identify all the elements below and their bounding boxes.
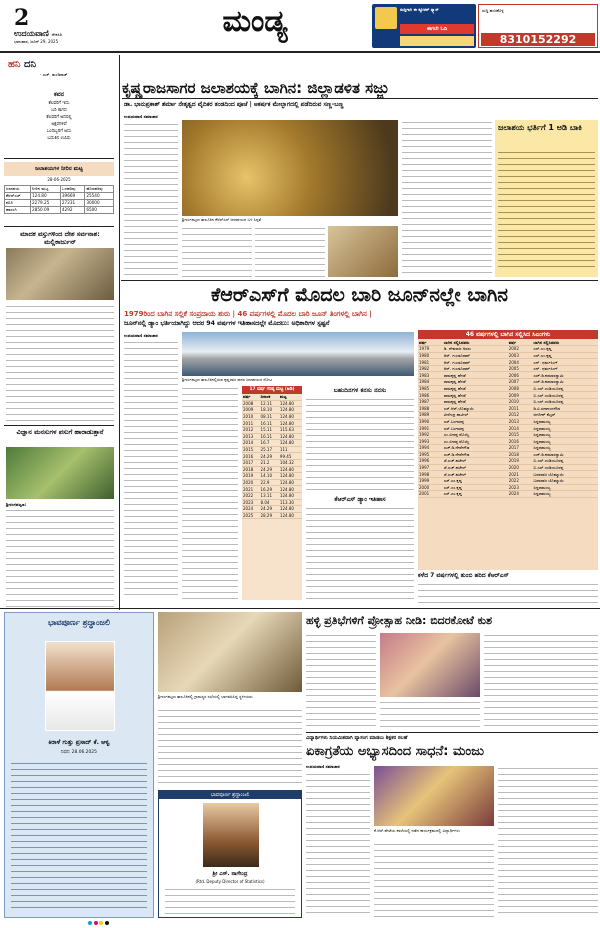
table-header-row: ಜಲಾಶಯ ನೀರಿನ ಮಟ್ಟ ಒಳಹರಿವು ಹೊರಹರಿವು [5,186,114,193]
table-row: 2022 13.11 124.80 [242,492,302,499]
table-row: 1988 ಎಸ್.ಆರ್.ಬೊಮ್ಮಾಯಿ 2011 ಡಿ.ವಿ.ಸದಾನಂದಗೌಡ [418,405,598,412]
lead-body-col1 [124,122,178,277]
page-number: 2 [14,5,30,31]
water-table-title: ಜಲಾಶಯಗಳ ನೀರಿನ ಮಟ್ಟ [4,162,114,176]
table-row: 2013 16.11 124.80 [242,433,302,440]
table-row: 2025 28.29 124.80 [242,512,302,519]
lead-photo-caption: ಶ್ರೀರಂಗಪಟ್ಟಣ ತಾಲೂಕಿನ ಕೆಆರ್‌ಎಸ್ ಜಲಾಶಯದ ಬಳಿ ಸಿದ್ಧತೆ [182,217,261,222]
table-row: 1997 ಜೆ.ಎಚ್.ಪಟೇಲ್ 2020 ಬಿ.ಎಸ್.ಯಡಿಯೂರಪ್ಪ [418,464,598,471]
lead-story [122,77,598,99]
table-row: 1980 ಆರ್. ಗುಂಡೂರಾವ್ 2003 ಎಸ್.ಎಂ.ಕೃಷ್ಣ [418,352,598,359]
paper-tag: ದೇಶಸಿರಿ [51,32,62,37]
main-headline: ಕೆಆರ್‌ಎಸ್‌ಗೆ ಮೊದಲ ಬಾರಿ ಜೂನ್‌ನಲ್ಲೇ ಬಾಗಿನ [210,284,508,306]
level-table-title: 17 ವರ್ಷ ಗರಿಷ್ಠ ಮಟ್ಟ (ಅಡಿ) [242,386,302,394]
main-photo-caption: ಶ್ರೀರಂಗಪಟ್ಟಣ ತಾಲೂಕಿನಲ್ಲಿರುವ ಕೃಷ್ಣರಾಜ ಸಾಗರ ಜಲಾಶಯದ ನೋಟ [182,377,273,382]
table-row: 1993 ಎಂ.ವೀರಪ್ಪ ಮೊಯ್ಲಿ 2016 ಸಿದ್ದರಾಮಯ್ಯ [418,438,598,445]
table-row: 1995 ಎಚ್.ಡಿ.ದೇವೇಗೌಡ 2018 ಎಚ್.ಡಿ.ಕುಮಾರಸ್ವಾಮಿ [418,451,598,458]
table-row: 1999 ಎಸ್.ಎಂ.ಕೃಷ್ಣ 2022 ಬಸವರಾಜ ಬೊಮ್ಮಾಯಿ [418,477,598,484]
lead-body-col3 [255,226,325,277]
qr-ad-line1: ಸುದ್ದಿಗಾಗಿ ಈ ಕ್ಯೂಆರ್ ಸ್ಕ್ಯಾನ್ [400,7,439,12]
table-row: 2001 ಎಸ್.ಎಂ.ಕೃಷ್ಣ 2024 ಸಿದ್ದರಾಮಯ್ಯ [418,491,598,498]
table-row: 2024 24.29 124.80 [242,506,302,513]
village-story [306,612,598,630]
table-row: 2014 16.7 124.80 [242,440,302,447]
cms-table-box [418,330,598,570]
story-science-photo [6,447,114,499]
village-headline: ಹಳ್ಳಿ ಪ್ರತಿಭೆಗಳಿಗೆ ಪ್ರೋತ್ಸಾಹ ನೀಡಿ: ಬಿದರಕೋಟೆ ಕುಶ [306,614,493,627]
table-row: 1998 ಜೆ.ಎಚ್.ಪಟೇಲ್ 2021 ಬಸವರಾಜ ಬೊಮ್ಮಾಯಿ [418,471,598,478]
table-row: 2000 ಎಸ್.ಎಂ.ಕೃಷ್ಣ 2023 ಸಿದ್ದರಾಮಯ್ಯ [418,484,598,491]
table-row: 1987 ರಾಮಕೃಷ್ಣ ಹೆಗಡೆ 2010 ಬಿ.ಎಸ್.ಯಡಿಯೂರಪ್ಪ [418,398,598,405]
tribute-header: ಭಾವಪೂರ್ಣ ಶ್ರದ್ಧಾಂಜಲಿ [159,791,301,799]
phone-icon [375,7,397,29]
main-body-col1 [124,340,178,600]
table-row: 2017 21.2 104.32 [242,459,302,466]
lead-photo [182,120,398,216]
phone-ad-line: ಸುದ್ದಿ ಹಂಚಿಕೊಳ್ಳಿ [482,8,504,13]
table-row: 2021 16.29 124.80 [242,486,302,493]
story-drugs-title: ಮಾದಕ ವಸ್ತುಗಳಿಂದ ದೇಶ ಸರ್ವನಾಶ: ಮಲ್ಲಿಕಾರ್ಜುನ್ [20,230,100,246]
table-row: 1986 ರಾಮಕೃಷ್ಣ ಹೆಗಡೆ 2009 ಬಿ.ಎಸ್.ಯಡಿಯೂರಪ್ಪ [418,392,598,399]
tribute-portrait [203,803,259,867]
table-row: 1992 ಎಂ.ವೀರಪ್ಪ ಮೊಯ್ಲಿ 2015 ಸಿದ್ದರಾಮಯ್ಯ [418,431,598,438]
table-row: 1979 ಡಿ. ದೇವರಾಜ ಅರಸು 2002 ಎಸ್.ಎಂ.ಕೃಷ್ಣ [418,346,598,353]
lead-byline: ಉದಯವಾಣಿ ಸಮಾಚಾರ [124,114,158,119]
paper-name: ಉದಯವಾಣಿ [14,29,49,38]
main-story [121,282,598,308]
table-row: 1996 ಜೆ.ಎಚ್.ಪಟೇಲ್ 2019 ಬಿ.ಎಸ್.ಯಡಿಯೂರಪ್ಪ [418,458,598,465]
tribute-role: (Rtd. Deputy Director of Statistics) [195,879,265,884]
bottom-kicker: ವಿದ್ಯಾರ್ಥಿಗಳು ನಿಯಮಿತವಾಗಿ ವ್ಯಾಸಂಗ ಮಾಡಲು ಶಿಕ್ಷಕರ ಸಲಹೆ [306,735,408,741]
phone-ad[interactable] [478,4,598,48]
obituary-header: ಭಾವಪೂರ್ಣ ಶ್ರದ್ಧಾಂಜಲಿ [47,618,111,627]
cms-table-title: 46 ವರ್ಷಗಳಲ್ಲಿ ಬಾಗಿನ ಸಲ್ಲಿಸಿದ ಸಿಎಂಗಳು [418,330,598,339]
school-photo-caption: ಕೆ.ಆರ್.ಪೇಟೆಯ ಶಾಲೆಯಲ್ಲಿ ನಡೆದ ಕಾರ್ಯಕ್ರಮದಲ್ಲಿ ವಿದ್ಯಾರ್ಥಿಗಳು [374,828,460,833]
village-photo-2 [380,633,480,697]
village-body [158,708,302,786]
table-row: 1983 ರಾಮಕೃಷ್ಣ ಹೆಗಡೆ 2006 ಎಚ್.ಡಿ.ಕುಮಾರಸ್ವಾಮಿ [418,372,598,379]
table-row: 1990 ಎಸ್.ಬಂಗಾರಪ್ಪ 2013 ಸಿದ್ದರಾಮಯ್ಯ [418,418,598,425]
story-drugs-photo [6,248,114,300]
main-subhead-1: 1979ರಿಂದ ಬಾಗಿನ ಸಲ್ಲಿಕೆ ಸಂಪ್ರದಾಯ ಶುರು | 46 ವರ್ಷಗಳಲ್ಲಿ ಮೊದಲ ಬಾರಿ ಜೂನ್ ತಿಂಗಳಲ್ಲಿ ಬಾಗಿನ | [124,310,372,318]
dateline: ಭಾನುವಾರ, ಜೂನ್ 29, 2025 [14,39,59,44]
main-byline: ಉದಯವಾಣಿ ಸಮಾಚಾರ [124,333,158,338]
masthead-left [14,7,124,47]
table-row: 1981 ಆರ್. ಗುಂಡೂರಾವ್ 2004 ಎನ್. ಧರ್ಮಸಿಂಗ್ [418,359,598,366]
tribute-name: ಶ್ರೀ ಎಸ್. ನಾಗೇಂದ್ರ [212,871,248,877]
table-row: ಹಾರಂಗಿ 2850.09 4292 6500 [5,207,114,214]
level-table [242,394,302,520]
table-row: 2015 25.17 111 [242,446,302,453]
story-science-title: ವಿಜ್ಞಾನ ಮನಸುಗಳ ಪಸುಗೆ ಹಾರಾಡುತ್ತಾನೆ [16,428,104,436]
bottom-byline: ಉದಯವಾಣಿ ಸಮಾಚಾರ [306,764,340,769]
obituary-ad [4,612,154,918]
main-subhead-2: ಜೂನ್‌ನಲ್ಲಿ ಡ್ಯಾಂ ಭರ್ತಿಯಾಗಿದ್ದು ಆದರ 94 ವರ್ಷಗಳ ಇತಿಹಾಸದಲ್ಲೇ ಮೊದಲು: ಅಧಿಕಾರಿಗಳ ಸ್ಪಷ್ಟನೆ [124,320,330,327]
table-row: 2018 24.29 124.80 [242,466,302,473]
hanidani-logo: ಹನಿ ದನಿ [8,59,37,70]
obituary-portrait [45,641,115,731]
story-science-dateline: ಶ್ರೀರಂಗಪಟ್ಟಣ: [6,502,27,507]
hanidani-byline: - ಎಚ್. ಡುಂಡಿರಾಜ್ [40,72,68,77]
lead-side-box [495,120,598,277]
obituary-date: ನಿಧನ: 28.06.2025 [61,750,97,755]
main-side-title-2: ಕೆಆರ್‌ಎಸ್ ಡ್ಯಾಂ ಇತಿಹಾಸ [334,496,386,503]
registration-marks [88,921,128,926]
lead-body-col2 [182,226,252,277]
table-row: 1985 ರಾಮಕೃಷ್ಣ ಹೆಗಡೆ 2008 ಬಿ.ಎಸ್.ಯಡಿಯೂರಪ್ಪ [418,385,598,392]
qr-ad[interactable] [372,4,476,48]
qr-ad-line2: ಈಗಲೇ ಓದಿ [400,24,474,34]
table-row: 1982 ಆರ್. ಗುಂಡೂರಾವ್ 2005 ಎನ್. ಧರ್ಮಸಿಂಗ್ [418,365,598,372]
cms-table [418,339,598,498]
edition-title: ಮಂಡ್ಯ [222,4,288,39]
lead-headline: ಕೃಷ್ಣರಾಜಸಾಗರ ಜಲಾಶಯಕ್ಕೆ ಬಾಗಿನ: ಜಿಲ್ಲಾಡಳಿತ ಸಜ್ಜು [122,79,389,97]
table-header-row: ವರ್ಷ ದಿನಾಂಕ ಮಟ್ಟ [242,394,302,401]
table-row: 2023 8.04 113.30 [242,499,302,506]
lead-body-col4 [402,120,492,277]
water-level-table [4,185,114,214]
water-table-date: 28-06-2025 [47,177,71,182]
main-side-story [306,386,414,600]
table-row: 2012 15.11 115.63 [242,426,302,433]
table-row: ಕಬಿನಿ 2279.25 27231 30000 [5,200,114,207]
table-row: 1989 ವೀರೇಂದ್ರ ಪಾಟೀಲ್ 2012 ಜಗದೀಶ್ ಶೆಟ್ಟರ್ [418,412,598,419]
table-header-row: ವರ್ಷ ಬಾಗಿನ ಸಲ್ಲಿಸಿದವರು ವರ್ಷ ಬಾಗಿನ ಸಲ್ಲಿಸಿದವರು [418,339,598,346]
lead-side-box-title: ಜಲಾಶಯ ಭರ್ತಿಗೆ 1 ಅಡಿ ಬಾಕಿ [498,123,582,132]
table-row: 1991 ಎಸ್.ಬಂಗಾರಪ್ಪ 2014 ಸಿದ್ದರಾಮಯ್ಯ [418,425,598,432]
village-photo [158,612,302,692]
poem-body: ಕೆಲವರಿಗೆ ಇದು ಬರಿ ಕಾಗದ ಕೆಲವರಿಗೆ ಅದರಲ್ಲಿ ಅಕ್ಷರಗಳಿವೆ ಒಂದಿಬ್ಬರಿಗೆ ಅದು ಬದುಕಿನ ಉಸಿರು [46,101,72,141]
masthead-rule [0,51,600,53]
main-body-col2 [182,386,238,600]
story-drugs-body [6,304,114,422]
bottom-headline: ಏಕಾಗ್ರತೆಯ ಅಭ್ಯಾಸದಿಂದ ಸಾಧನೆ: ಮಂಜು [306,744,485,759]
lead-photo-2 [328,226,398,277]
poem-title: ಕವನ [54,91,64,98]
main-photo [182,332,414,376]
main-side-title: ಬಹುದಿನಗಳ ಕನಸು ನನಸು [333,387,387,394]
table-row: 2009 18.10 124.80 [242,407,302,414]
table-row: 1994 ಎಚ್.ಡಿ.ದೇವೇಗೌಡ 2017 ಸಿದ್ದರಾಮಯ್ಯ [418,445,598,452]
table-row: 2016 24.29 99.45 [242,453,302,460]
table-row: 2011 16.11 124.80 [242,420,302,427]
level-table-box [242,386,302,600]
table-row: 2019 14.10 124.80 [242,473,302,480]
obituary-name: ಕಿರಾಳೆ ಗುತ್ತು ಪ್ರಸಾದ್ ಕೆ. ಆಳ್ವ [48,739,110,746]
village-photo-caption: ಶ್ರೀರಂಗಪಟ್ಟಣ ತಾಲೂಕಿನಲ್ಲಿ ಗ್ರಾಮಸ್ಥರ ಸಭೆಯಲ್ಲಿ ಭಾಗವಹಿಸಿದ್ದ ಸ್ಥಳೀಯರು [158,694,253,699]
table-row: 2008 12.11 124.80 [242,400,302,407]
tribute-ad [158,790,302,918]
table-row: 2010 08.11 124.80 [242,413,302,420]
table-row: 1984 ರಾಮಕೃಷ್ಣ ಹೆಗಡೆ 2007 ಎಚ್.ಡಿ.ಕುಮಾರಸ್ವಾಮಿ [418,379,598,386]
table-row: 2020 22.9 124.80 [242,479,302,486]
box2-title: ಕಳೆದ 7 ವರ್ಷಗಳಲ್ಲಿ ತುಂಬಿ ಹರಿದ ಕೆಆರ್‌ಎಸ್ [418,572,509,579]
box2-body [418,582,598,604]
school-photo [374,766,494,826]
phone-number: 8310152292 [481,33,595,46]
table-row: ಕೆಆರ್‌ಎಸ್ 124.80 39669 25540 [5,193,114,200]
left-column [0,55,118,608]
lead-subhead: ಡಾ. ಭಾನುಪ್ರಕಾಶ್ ಶರ್ಮಾ ನೇತೃತ್ವದ ವೈದಿಕರ ತಂಡದಿಂದ ಪೂಜೆ | ಆಕರ್ಷಕ ಮೇಲ್ಭಾಗದಲ್ಲಿ ಪಡೆದಿರುವ ಸಣ್ಣ-ಬಣ್ಣ [124,101,344,108]
